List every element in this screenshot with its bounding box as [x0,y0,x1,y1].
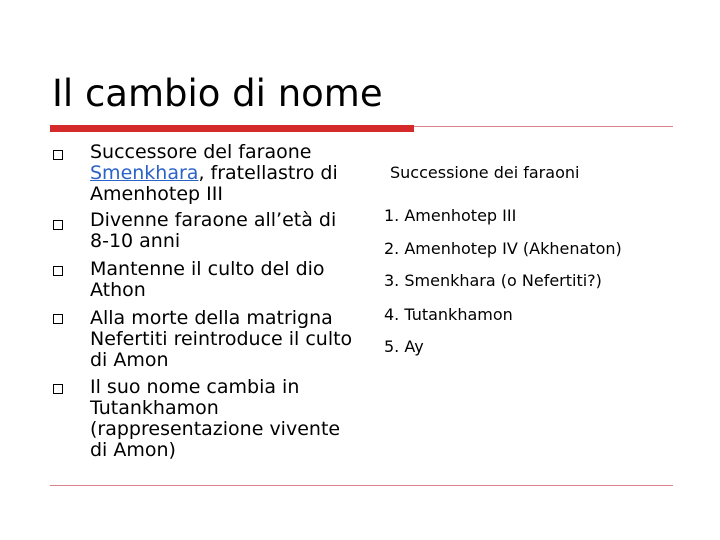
title-divider-line [414,126,673,127]
bullet-item-4: Alla morte della matrigna Nefertiti reintroduce il culto di Amon [90,307,353,371]
hollow-square-icon [53,150,63,160]
succession-heading: Successione dei faraoni [390,163,580,182]
pharaoh-item: 3. Smenkhara (o Nefertiti?) [384,271,602,290]
footer-divider-line [50,485,673,486]
hollow-square-icon [53,314,63,324]
hollow-square-icon [53,384,63,394]
bullet-item-2: Divenne faraone all’età di 8-10 anni [90,209,337,252]
bullet-item-5: Il suo nome cambia in Tutankhamon (rappresentazione vivente di Amon) [90,376,341,461]
bullet-item-3: Mantenne il culto del dio Athon [90,258,325,301]
pharaoh-item: 5. Ay [384,337,424,356]
bullet-text: Successore del faraone [90,141,312,163]
pharaoh-item: 1. Amenhotep III [384,206,517,225]
slide-title: Il cambio di nome [52,72,383,115]
title-accent-bar [50,125,414,132]
bullet-text: , fratellastro di Amenhotep III [90,162,338,205]
hollow-square-icon [53,220,63,230]
bullet-item-1 [90,142,360,205]
smenkhara-link[interactable]: Smenkhara [90,162,199,184]
hollow-square-icon [53,266,63,276]
pharaoh-item: 4. Tutankhamon [384,305,513,324]
pharaoh-item: 2. Amenhotep IV (Akhenaton) [384,239,622,258]
